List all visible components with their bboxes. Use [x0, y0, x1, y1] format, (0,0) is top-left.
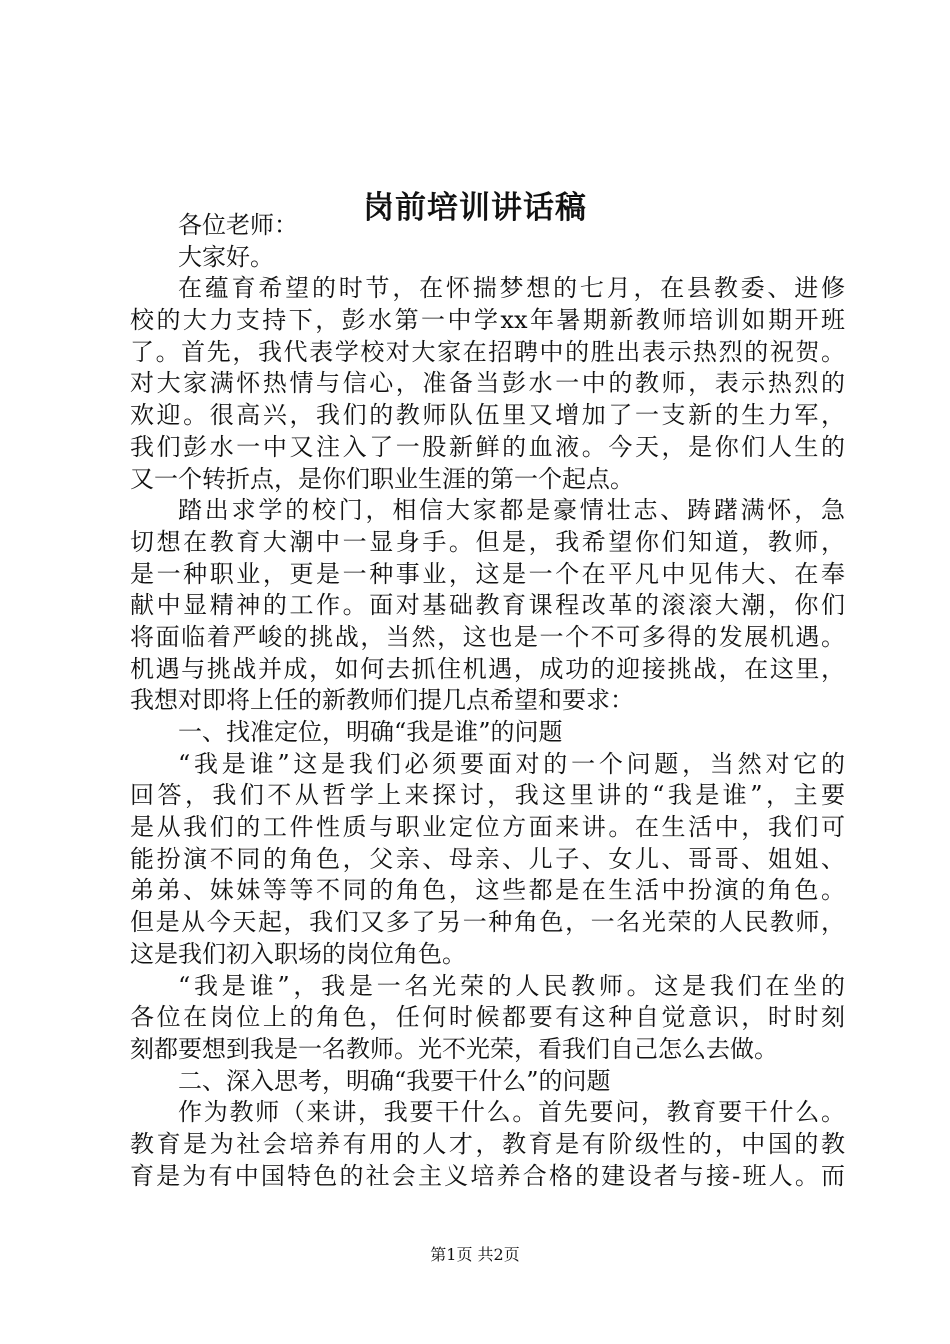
- text-line: 弟弟、妹妹等等不同的角色，这些都是在生活中扮演的角色。: [130, 876, 845, 905]
- document-body: [130, 210, 845, 1192]
- text-line: 作为教师（来讲，我要干什么。首先要问，教育要干什么。: [178, 1098, 845, 1127]
- text-line: 但是从今天起，我们又多了另一种角色，一名光荣的人民教师，: [130, 908, 845, 937]
- text-line: 在蕴育希望的时节，在怀揣梦想的七月，在县教委、进修: [178, 274, 845, 303]
- document-title: 岗前培训讲话稿: [363, 190, 587, 226]
- text-line: 教育是为社会培养有用的人才，教育是有阶级性的，中国的教: [130, 1129, 845, 1158]
- text-line: 回答，我们不从哲学上来探讨，我这里讲的“我是谁”，主要: [130, 781, 845, 810]
- text-line: 校的大力支持下，彭水第一中学xx年暑期新教师培训如期开班: [130, 306, 845, 335]
- text-line: 又一个转折点，是你们职业生涯的第一个起点。: [130, 464, 634, 493]
- section-heading: 二、深入思考，明确“我要干什么”的问题: [178, 1066, 611, 1095]
- text-line: 能扮演不同的角色，父亲、母亲、儿子、女儿、哥哥、姐姐、: [130, 844, 845, 873]
- text-line: 各位在岗位上的角色，任何时候都要有这种自觉意识，时时刻: [130, 1003, 845, 1032]
- text-line: 是一种职业，更是一种事业，这是一个在平凡中见伟大、在奉: [130, 559, 845, 588]
- text-line: 大家好。: [178, 242, 274, 271]
- section-heading: 一、找准定位，明确“我是谁”的问题: [178, 718, 563, 746]
- text-line: 机遇与挑战并成，如何去抓住机遇，成功的迎接挑战，在这里，: [130, 654, 845, 683]
- text-line: 育是为有中国特色的社会主义培养合格的建设者与接-班人。而: [130, 1161, 845, 1190]
- text-line: 切想在教育大潮中一显身手。但是，我希望你们知道，教师，: [130, 527, 845, 556]
- text-line: 欢迎。很高兴，我们的教师队伍里又增加了一支新的生力军，: [130, 401, 845, 430]
- text-line: 我想对即将上任的新教师们提几点希望和要求：: [130, 686, 634, 715]
- text-line: 各位老师：: [178, 211, 298, 239]
- text-line: 刻都要想到我是一名教师。光不光荣，看我们自己怎么去做。: [130, 1034, 778, 1063]
- text-line: 将面临着严峻的挑战，当然，这也是一个不可多得的发展机遇。: [130, 622, 845, 651]
- text-line: 了。首先，我代表学校对大家在招聘中的胜出表示热烈的祝贺。: [130, 337, 845, 366]
- page-number-footer: 第1页 共2页: [430, 1245, 520, 1264]
- text-line: 是从我们的工件性质与职业定位方面来讲。在生活中，我们可: [130, 813, 845, 842]
- text-line: 踏出求学的校门，相信大家都是豪情壮志、踌躇满怀，急: [178, 496, 845, 525]
- text-line: “我是谁”，我是一名光荣的人民教师。这是我们在坐的: [178, 971, 845, 1000]
- text-line: 对大家满怀热情与信心，准备当彭水一中的教师，表示热烈的: [130, 369, 845, 398]
- text-line: “我是谁”这是我们必须要面对的一个问题，当然对它的: [178, 749, 845, 778]
- text-line: 献中显精神的工作。面对基础教育课程改革的滚滚大潮，你们: [130, 591, 845, 620]
- text-line: 我们彭水一中又注入了一股新鲜的血液。今天，是你们人生的: [130, 432, 845, 461]
- text-line: 这是我们初入职场的岗位角色。: [130, 939, 466, 968]
